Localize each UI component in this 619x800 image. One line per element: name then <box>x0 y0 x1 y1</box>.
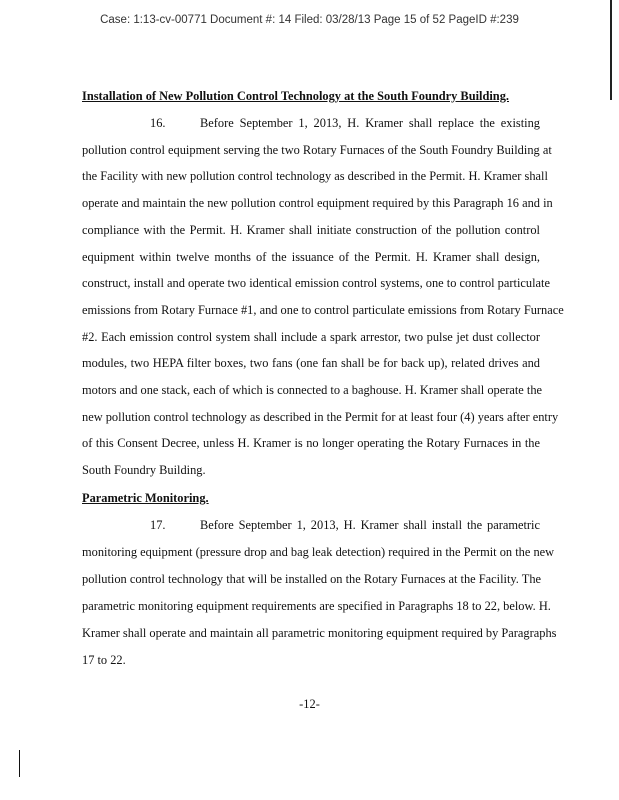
paragraph-number-17: 17. <box>150 518 166 532</box>
paragraph-line: pollution control equipment serving the two Rotary Furnaces of the South Foundry Building at <box>82 142 552 157</box>
paragraph-line: Kramer shall operate and maintain all parametric monitoring equipment required by Paragraphs <box>82 626 557 640</box>
paragraph-line: construct, install and operate two identical emission control systems, one to control particulate <box>82 276 550 291</box>
paragraph-line: #2. Each emission control system shall include a spark arrestor, two pulse jet dust collector <box>82 329 540 344</box>
paragraph-number-16: 16. <box>150 116 166 130</box>
paragraph-line: Before September 1, 2013, H. Kramer shall replace the existing <box>200 116 540 130</box>
paragraph-line: operate and maintain the new pollution control equipment required by this Paragraph 16 and in <box>82 196 553 211</box>
paragraph-line: South Foundry Building. <box>82 463 206 478</box>
paragraph-line: of this Consent Decree, unless H. Kramer is no longer operating the Rotary Furnaces in the <box>82 436 540 451</box>
paragraph-line: modules, two HEPA filter boxes, two fans (one fan shall be for back up), related drives and <box>82 356 540 371</box>
section-heading-installation: Installation of New Pollution Control Technology at the South Foundry Building. <box>82 89 509 103</box>
paragraph-line: 17 to 22. <box>82 653 126 667</box>
paragraph-line: monitoring equipment (pressure drop and bag leak detection) required in the Permit on the new <box>82 545 555 559</box>
page-number: -12- <box>299 697 320 711</box>
paragraph-line: equipment within twelve months of the issuance of the Permit. H. Kramer shall design, <box>82 249 540 264</box>
paragraph-line: the Facility with new pollution control technology as described in the Permit. H. Kramer shall <box>82 169 548 184</box>
section-heading-parametric: Parametric Monitoring. <box>82 491 209 505</box>
paragraph-line: Before September 1, 2013, H. Kramer shall install the parametric <box>200 518 540 532</box>
paragraph-line: compliance with the Permit. H. Kramer shall initiate construction of the pollution control <box>82 222 540 237</box>
paragraph-line: pollution control technology that will be installed on the Rotary Furnaces at the Facility. The <box>82 572 542 586</box>
paragraph-line: motors and one stack, each of which is connected to a baghouse. H. Kramer shall operate the <box>82 383 543 397</box>
case-header: Case: 1:13-cv-00771 Document #: 14 Filed: 03/28/13 Page 15 of 52 PageID #:239 <box>100 14 519 26</box>
scan-edge-mark-left <box>19 750 20 777</box>
paragraph-line: new pollution control technology as described in the Permit for at least four (4) years after entry <box>82 409 559 424</box>
paragraph-line: parametric monitoring equipment requirements are specified in Paragraphs 18 to 22, below. H. <box>82 599 551 613</box>
paragraph-line: emissions from Rotary Furnace #1, and one to control particulate emissions from Rotary Furnace <box>82 302 564 317</box>
scan-edge-mark <box>610 0 612 100</box>
